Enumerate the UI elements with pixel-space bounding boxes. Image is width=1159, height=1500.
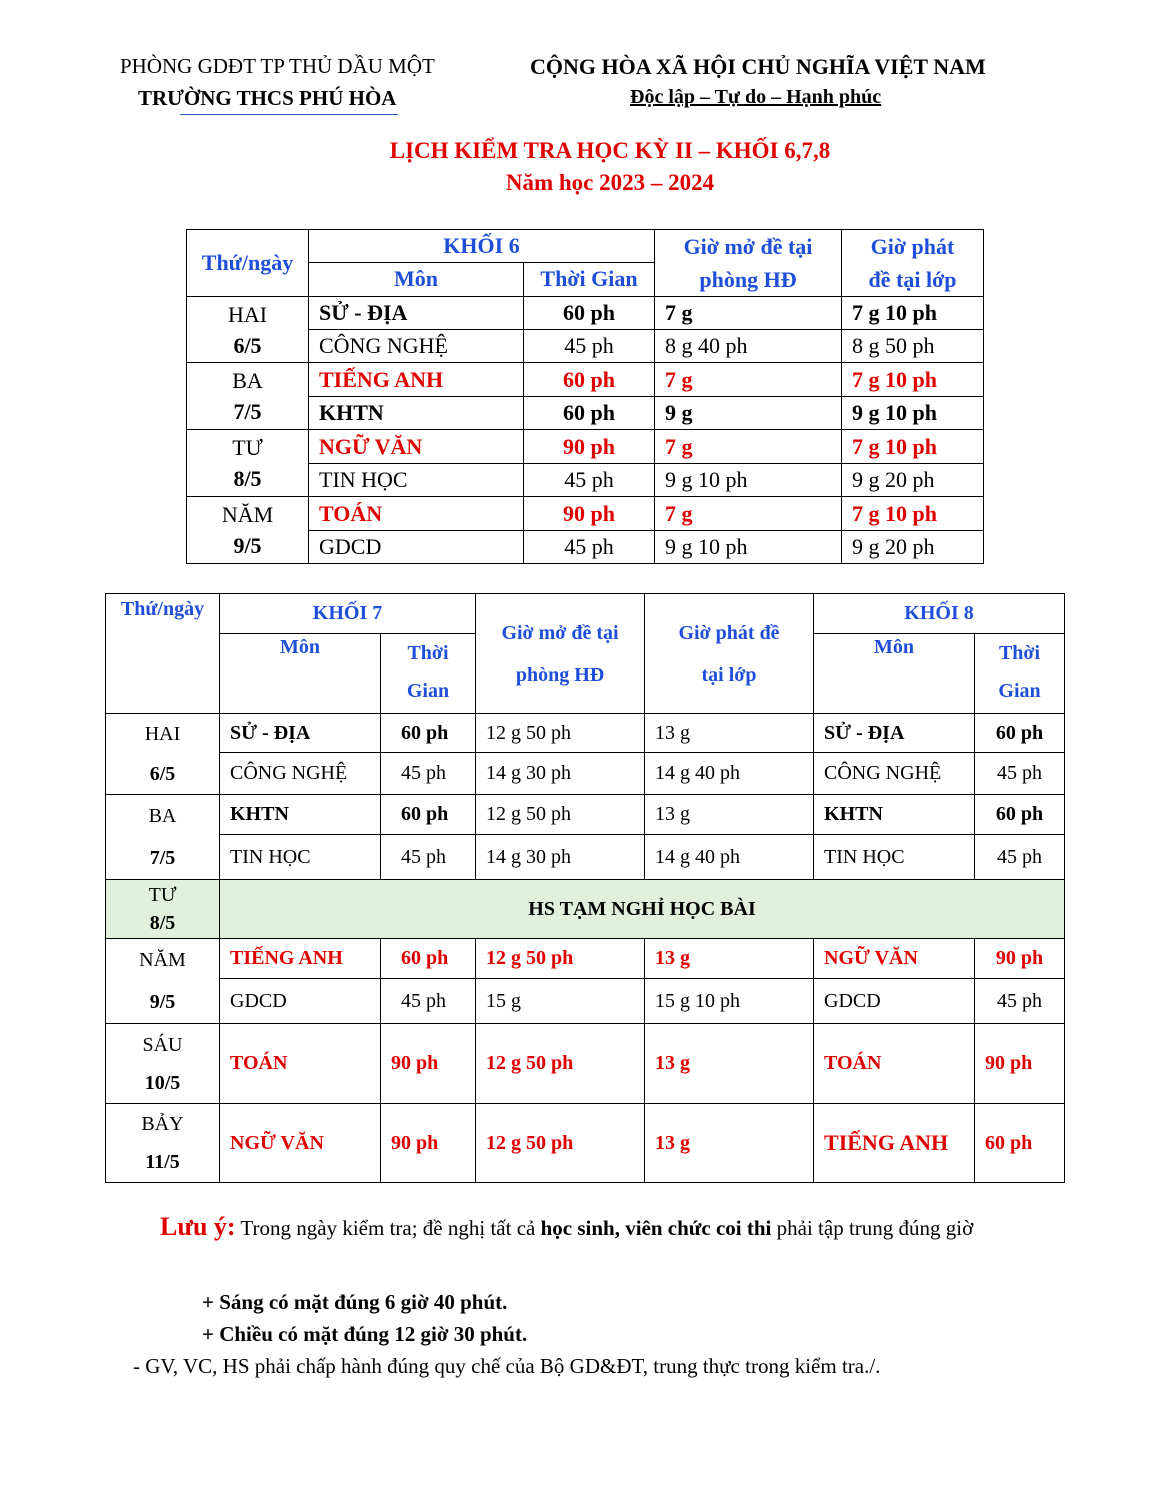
day-cell: NĂM 9/5 — [106, 939, 220, 1024]
subject-grade7-cell: NGỮ VĂN — [220, 1104, 381, 1183]
subject-cell: SỬ - ĐỊA — [309, 297, 524, 330]
page-title: LỊCH KIỂM TRA HỌC KỲ II – KHỐI 6,7,8 — [389, 138, 831, 163]
day-cell: HAI 6/5 — [187, 297, 309, 363]
distribute-time-cell: 9 g 10 ph — [842, 397, 984, 430]
subject-grade7-cell: KHTN — [220, 795, 381, 835]
subject-cell: TOÁN — [309, 497, 524, 531]
duration-cell: 45 ph — [524, 531, 655, 564]
distribute-time-cell: 13 g — [645, 939, 814, 979]
subject-grade7-cell: TIN HỌC — [220, 835, 381, 880]
note-text-end: phải tập trung đúng giờ — [771, 1216, 974, 1240]
open-time-cell: 9 g 10 ph — [655, 531, 842, 564]
note-paragraph — [122, 1210, 1052, 1245]
compliance-rule: - GV, VC, HS phải chấp hành đúng quy chế của Bộ GD&ĐT, trung thực trong kiểm tra./. — [133, 1354, 881, 1378]
rest-day-notice: HS TẠM NGHỈ HỌC BÀI — [220, 880, 1065, 939]
duration-grade7-cell: 45 ph — [381, 753, 476, 795]
duration-grade8-cell: 45 ph — [975, 835, 1065, 880]
table-row — [187, 497, 984, 531]
open-time-cell: 15 g — [476, 979, 645, 1024]
subject-grade8-cell: TOÁN — [814, 1024, 975, 1104]
subject-cell: TIN HỌC — [309, 464, 524, 497]
subject-grade8-cell: TIẾNG ANH — [814, 1104, 975, 1183]
table-row — [106, 753, 1065, 795]
distribute-time-cell: 14 g 40 ph — [645, 753, 814, 795]
subject-cell: TIẾNG ANH — [309, 363, 524, 397]
table-row — [106, 939, 1065, 979]
duration-grade7-cell: 90 ph — [381, 1024, 476, 1104]
duration-cell: 60 ph — [524, 363, 655, 397]
distribute-time-cell: 15 g 10 ph — [645, 979, 814, 1024]
header-subject-grade7: Môn — [220, 634, 381, 714]
duration-cell: 60 ph — [524, 297, 655, 330]
header-grade7: KHỐI 7 — [220, 594, 476, 634]
republic-title: CỘNG HÒA XÃ HỘI CHỦ NGHĨA VIỆT NAM — [530, 54, 986, 79]
header-day: Thứ/ngày — [187, 230, 309, 297]
duration-cell: 60 ph — [524, 397, 655, 430]
day-cell: TƯ 8/5 — [106, 880, 220, 939]
subject-grade8-cell: TIN HỌC — [814, 835, 975, 880]
distribute-time-cell: 7 g 10 ph — [842, 497, 984, 531]
distribute-time-cell: 13 g — [645, 1024, 814, 1104]
subject-grade7-cell: GDCD — [220, 979, 381, 1024]
table-row — [106, 714, 1065, 753]
open-time-cell: 12 g 50 ph — [476, 939, 645, 979]
header-duration-grade7: Thời Gian — [381, 634, 476, 714]
header-distribute-time: Giờ phát đề tại lớp — [645, 594, 814, 714]
open-time-cell: 8 g 40 ph — [655, 330, 842, 363]
distribute-time-cell: 13 g — [645, 714, 814, 753]
duration-cell: 45 ph — [524, 330, 655, 363]
duration-grade7-cell: 45 ph — [381, 979, 476, 1024]
table-row — [106, 979, 1065, 1024]
duration-grade8-cell: 90 ph — [975, 939, 1065, 979]
distribute-time-cell: 7 g 10 ph — [842, 297, 984, 330]
table-row — [187, 297, 984, 330]
open-time-cell: 14 g 30 ph — [476, 835, 645, 880]
header-grade8: KHỐI 8 — [814, 594, 1065, 634]
subject-cell: KHTN — [309, 397, 524, 430]
day-cell: BA 7/5 — [187, 363, 309, 430]
table-row — [187, 430, 984, 464]
duration-cell: 90 ph — [524, 497, 655, 531]
subject-grade7-cell: CÔNG NGHỆ — [220, 753, 381, 795]
subject-cell: GDCD — [309, 531, 524, 564]
subject-grade8-cell: SỬ - ĐỊA — [814, 714, 975, 753]
note-label: Lưu ý: — [160, 1212, 236, 1241]
table-row — [106, 1024, 1065, 1104]
subject-grade7-cell: TIẾNG ANH — [220, 939, 381, 979]
subject-cell: NGỮ VĂN — [309, 430, 524, 464]
grade6-schedule-table — [186, 229, 984, 564]
subject-cell: CÔNG NGHỆ — [309, 330, 524, 363]
duration-grade7-cell: 90 ph — [381, 1104, 476, 1183]
distribute-time-cell: 9 g 20 ph — [842, 531, 984, 564]
distribute-time-cell: 9 g 20 ph — [842, 464, 984, 497]
duration-grade7-cell: 60 ph — [381, 939, 476, 979]
duration-grade7-cell: 45 ph — [381, 835, 476, 880]
header-subject-grade8: Môn — [814, 634, 975, 714]
duration-cell: 45 ph — [524, 464, 655, 497]
open-time-cell: 12 g 50 ph — [476, 795, 645, 835]
duration-grade8-cell: 60 ph — [975, 1104, 1065, 1183]
open-time-cell: 9 g — [655, 397, 842, 430]
distribute-time-cell: 7 g 10 ph — [842, 363, 984, 397]
grade7-8-schedule-table — [105, 593, 1065, 1183]
header-day: Thứ/ngày — [106, 594, 220, 714]
day-cell: NĂM 9/5 — [187, 497, 309, 564]
header-distribute-time: Giờ phát đề tại lớp — [842, 230, 984, 297]
header-subject: Môn — [309, 262, 524, 296]
school-name: TRƯỜNG THCS PHÚ HÒA — [138, 86, 397, 110]
open-time-cell: 9 g 10 ph — [655, 464, 842, 497]
subject-grade8-cell: NGỮ VĂN — [814, 939, 975, 979]
duration-cell: 90 ph — [524, 430, 655, 464]
table-row — [106, 795, 1065, 835]
open-time-cell: 12 g 50 ph — [476, 714, 645, 753]
school-year: Năm học 2023 – 2024 — [505, 170, 715, 195]
table-row — [187, 363, 984, 397]
header-duration-grade8: Thời Gian — [975, 634, 1065, 714]
open-time-cell: 14 g 30 ph — [476, 753, 645, 795]
day-cell: TƯ 8/5 — [187, 430, 309, 497]
afternoon-arrival: + Chiều có mặt đúng 12 giờ 30 phút. — [202, 1322, 528, 1346]
open-time-cell: 12 g 50 ph — [476, 1024, 645, 1104]
header-duration: Thời Gian — [524, 262, 655, 296]
table-row — [106, 835, 1065, 880]
duration-grade8-cell: 60 ph — [975, 714, 1065, 753]
department-name: PHÒNG GDĐT TP THỦ DẦU MỘT — [120, 54, 435, 78]
school-underline — [180, 114, 398, 115]
open-time-cell: 12 g 50 ph — [476, 1104, 645, 1183]
distribute-time-cell: 13 g — [645, 795, 814, 835]
duration-grade7-cell: 60 ph — [381, 714, 476, 753]
header-grade6: KHỐI 6 — [309, 230, 655, 263]
morning-arrival: + Sáng có mặt đúng 6 giờ 40 phút. — [202, 1290, 508, 1314]
open-time-cell: 7 g — [655, 297, 842, 330]
duration-grade7-cell: 60 ph — [381, 795, 476, 835]
duration-grade8-cell: 45 ph — [975, 979, 1065, 1024]
note-text: Trong ngày kiểm tra; đề nghị tất cả — [235, 1216, 541, 1240]
table-row — [106, 1104, 1065, 1183]
day-cell: BẢY 11/5 — [106, 1104, 220, 1183]
distribute-time-cell: 14 g 40 ph — [645, 835, 814, 880]
day-cell: SÁU 10/5 — [106, 1024, 220, 1104]
distribute-time-cell: 7 g 10 ph — [842, 430, 984, 464]
header-open-time: Giờ mở đề tại phòng HĐ — [476, 594, 645, 714]
duration-grade8-cell: 90 ph — [975, 1024, 1065, 1104]
distribute-time-cell: 13 g — [645, 1104, 814, 1183]
subject-grade8-cell: GDCD — [814, 979, 975, 1024]
subject-grade7-cell: SỬ - ĐỊA — [220, 714, 381, 753]
subject-grade7-cell: TOÁN — [220, 1024, 381, 1104]
open-time-cell: 7 g — [655, 363, 842, 397]
duration-grade8-cell: 45 ph — [975, 753, 1065, 795]
day-cell: BA 7/5 — [106, 795, 220, 880]
motto: Độc lập – Tự do – Hạnh phúc — [630, 86, 882, 108]
subject-grade8-cell: CÔNG NGHỆ — [814, 753, 975, 795]
distribute-time-cell: 8 g 50 ph — [842, 330, 984, 363]
table-row — [106, 880, 1065, 939]
duration-grade8-cell: 60 ph — [975, 795, 1065, 835]
open-time-cell: 7 g — [655, 430, 842, 464]
day-cell: HAI 6/5 — [106, 714, 220, 795]
note-bold-text: học sinh, viên chức coi thi — [540, 1216, 772, 1240]
header-open-time: Giờ mở đề tại phòng HĐ — [655, 230, 842, 297]
subject-grade8-cell: KHTN — [814, 795, 975, 835]
open-time-cell: 7 g — [655, 497, 842, 531]
